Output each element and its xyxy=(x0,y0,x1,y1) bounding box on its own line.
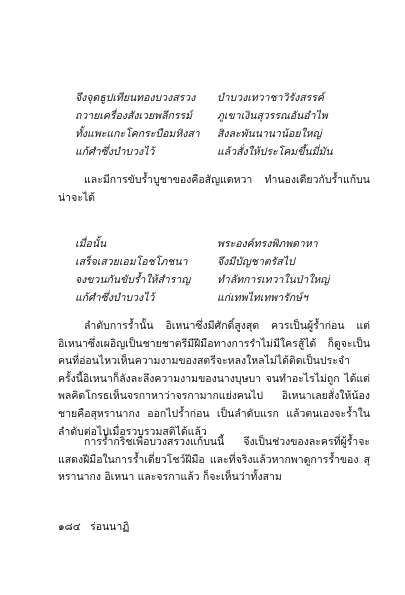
poem-line xyxy=(75,142,375,160)
poem-line xyxy=(75,124,375,142)
poem-verse-right: สิงละพันนานาน้อยใหญ่ xyxy=(217,127,322,140)
poem-verse-right: จึงมีบัญชาตรัสไป xyxy=(217,255,295,268)
poem-verse-left: แก้ศำซึ่งบำบวงไว้ xyxy=(75,291,155,304)
poem-verse-left: ถวายเครื่องสังเวยพลีกรรม์ xyxy=(75,109,193,122)
poem-verse-right: แก่เทพไทเทพารักษ์ฯ xyxy=(217,291,308,304)
poem-stanza-1 xyxy=(75,88,375,160)
poem-verse-right: ทำลัทการเทวาในป่าใหญ่ xyxy=(217,273,330,286)
paragraph-performance xyxy=(58,318,370,441)
poem-verse-left: เสร็จเสวยเอมโอชโภชนา xyxy=(75,255,188,268)
poem-line xyxy=(75,252,375,270)
poem-line xyxy=(75,106,375,124)
running-title: ร่อนนาฏิ xyxy=(90,521,130,533)
page-footer xyxy=(58,518,129,535)
paragraph-dance xyxy=(58,434,370,487)
paragraph-intro xyxy=(58,172,370,207)
poem-line xyxy=(75,288,375,306)
poem-line xyxy=(75,234,375,252)
paragraph-text: และมีการขับร้ำบูชาของคือสัญแดหวา ทำนองเดียวกับร้ำแก้บนน่าจะได้ xyxy=(58,174,370,204)
poem-verse-left: แก้ศำซึ่งบำบวงไว้ xyxy=(75,145,155,158)
poem-verse-right: แล้วสั่งให้ประโคมขึ้นมี่มัน xyxy=(217,145,333,158)
poem-line xyxy=(75,270,375,288)
poem-verse-right: พระองค์ทรงพิภพดาหา xyxy=(217,237,318,250)
poem-verse-right: บำบวงเทวาชาวิรังสรรค์ xyxy=(217,91,324,104)
paragraph-text: การร้ำกริชเพื่อบวงสรวงแก้บนนี้ จึงเป็นช่วงของละครที่ผู้ร้ำจะแสดงฝีมือในการร้ำเดี่ยวโชว์ฝีมือ และที่จริงแล้วหากพาดูการร้ำของ สุหรานากง อิเหนา และจรกาแล้ว ก็จะเห็นว่าทั้งสาม xyxy=(58,436,370,484)
poem-verse-left: จึงจุดธูปเทียนทองบวงสรวง xyxy=(75,91,196,104)
poem-stanza-2 xyxy=(75,234,375,306)
poem-verse-left: จงขวนกันขับร้ำให้สำราญ xyxy=(75,273,191,286)
paragraph-text: ลำดับการร้ำนั้น อิเหนาซึ่งมีศักดิ์สูงสุด ควรเป็นผู้ร้ำก่อน แต่อิเหนาซึ่งเผอิญเป็นชายชาตรีมีฝีมือทางการรำไม่มีใครสู้ได้ ก็ดูจะเป็นคนที่อ่อนไหวเห็นความงามของสตรีจะหลงใหลไม่ได้ติดเป็นประจำ ครั้งนี้อิเหนาก็ลังละลึงความงามของนางบุษบา จนทำอะไรไม่ถูก ได้แต่พลคิดโกรธเห็นจรกาหาว่าจรกามากแย่งคนไป อิเหนาเลยสั่งให้น้องชายคือสุหรานากง ออกไปร้ำก่อน เป็นลำดับแรก แล้วตนเองจะร้ำในลำดับต่อไปเมื่อรวบรวมสติได้แล้ว xyxy=(58,320,370,438)
page-number: ๑๘๔ xyxy=(58,521,81,533)
poem-line xyxy=(75,88,375,106)
poem-verse-right: ภูเขาเงินสุวรรณอันอำไพ xyxy=(217,109,328,122)
poem-verse-left: ทั้งแพะแกะโคกระบือมหิงสา xyxy=(75,127,200,140)
poem-verse-left: เมื่อนั้น xyxy=(75,237,107,250)
